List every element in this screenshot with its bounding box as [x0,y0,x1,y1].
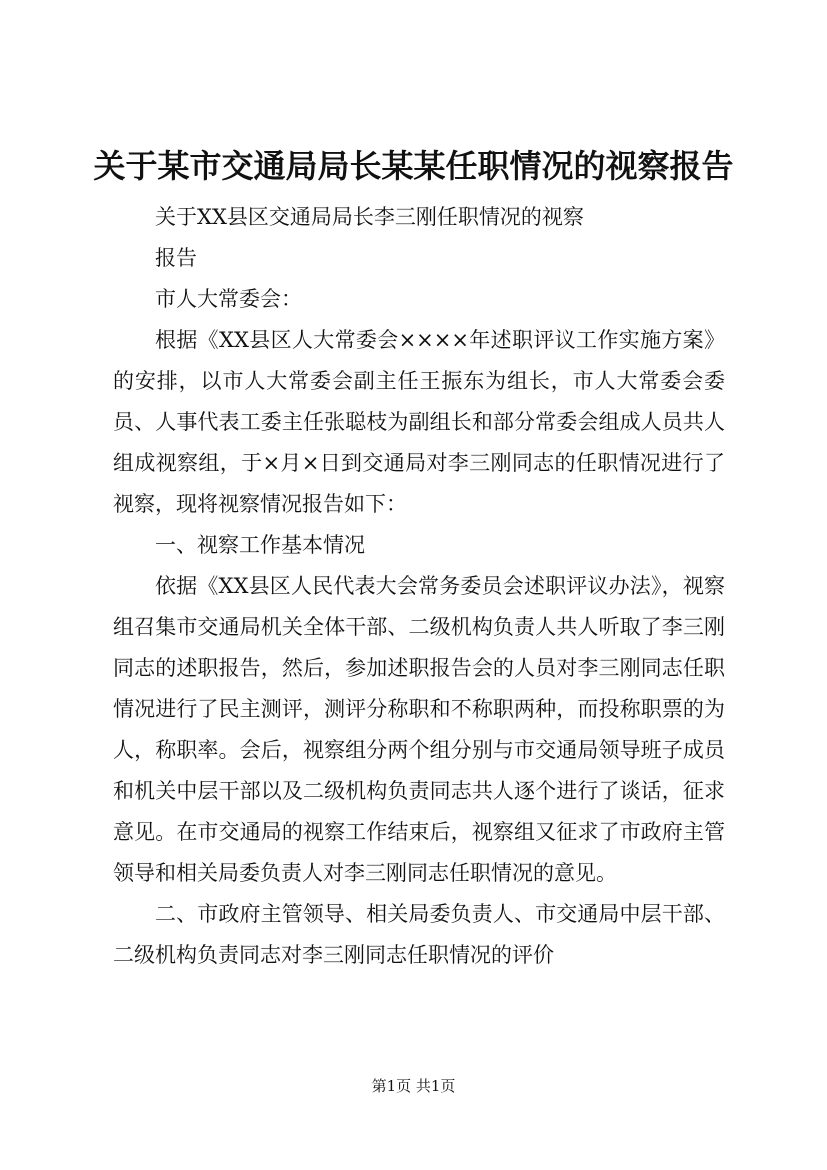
paragraph-salutation: 市人大常委会： [155,287,302,311]
section-heading-2: 二、市政府主管领导、相关局委负责人、市交通局中层干部、二级机构负责同志对李三刚同志任职情况的评价 [113,902,725,967]
paragraph-subtitle-line2: 报告 [155,246,197,270]
paragraph-intro: 根据《XX县区人大常委会××××年述职评议工作实施方案》的安排，以市人大常委会副主任王振东为组长，市人大常委会委员、人事代表工委主任张聪枝为副组长和部分常委会组成人员共人组成视察组，于×月×日到交通局对李三刚同志的任职情况进行了视察，现将视察情况报告如下： [113,328,725,516]
document-title: 关于某市交通局局长某某任职情况的视察报告 [93,147,734,185]
paragraph-section-1: 依据《XX县区人民代表大会常务委员会述职评议办法》，视察组召集市交通局机关全体干部、二级机构负责人共人听取了李三刚同志的述职报告，然后，参加述职报告会的人员对李三刚同志任职情况进行了民主测评，测评分称职和不称职两种，而投称职票的为人，称职率。会后，视察组分两个组分别与市交通局领导班子成员和机关中层干部以及二级机构负责同志共人逐个进行了谈话，征求意见。在市交通局的视察工作结束后，视察组又征求了市政府主管领导和相关局委负责人对李三刚同志任职情况的意见。 [113,574,725,885]
document-body [113,197,725,976]
page-footer: 第1页 共1页 [371,1077,456,1095]
paragraph-subtitle-line1: 关于XX县区交通局局长李三刚任职情况的视察 [155,205,584,229]
section-heading-1: 一、视察工作基本情况 [155,533,365,557]
